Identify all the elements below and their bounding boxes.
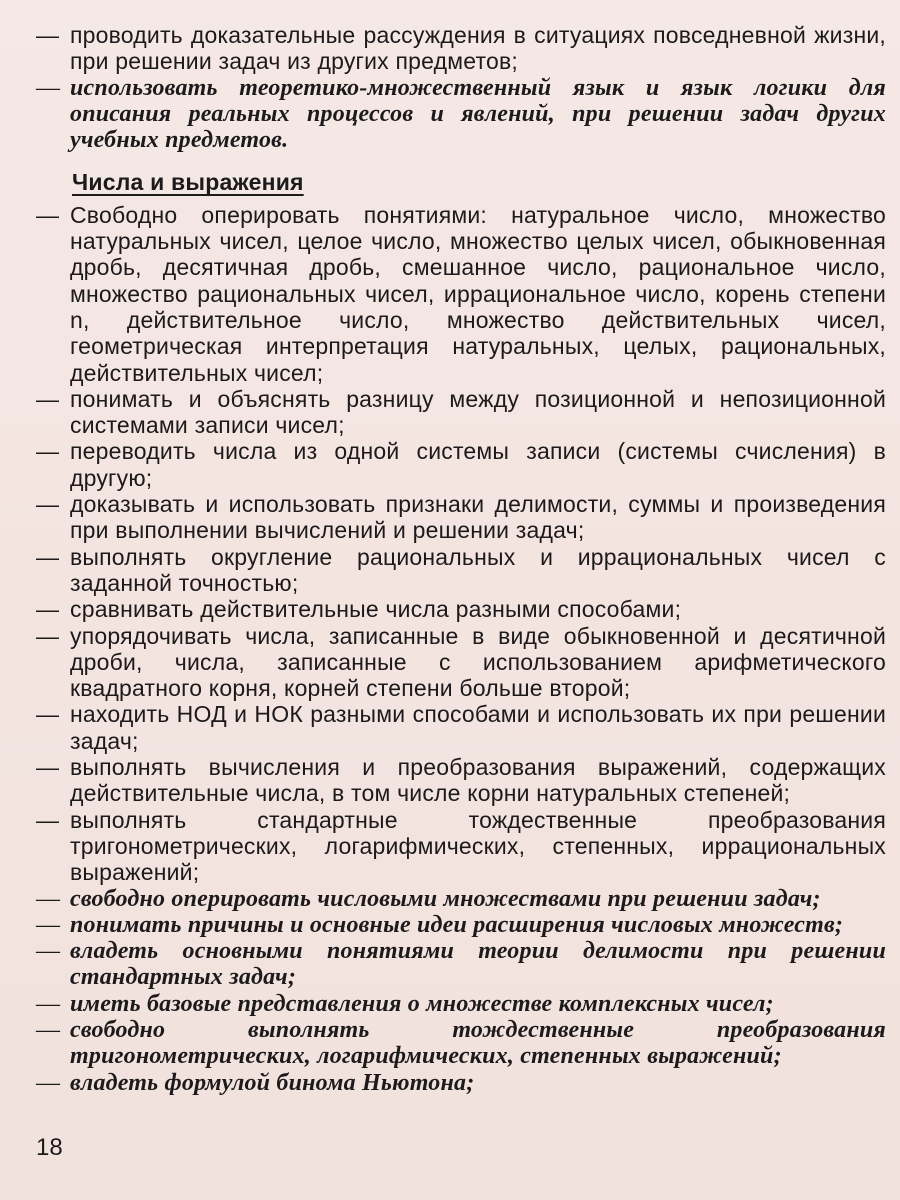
section-list xyxy=(36,202,886,1096)
list-item: — доказывать и использовать признаки делимости, суммы и произведения при выполнении вычислений и решении задач; xyxy=(36,491,886,544)
list-item: — выполнять вычисления и преобразования выражений, содержащих действительные числа, в том числе корни натуральных степеней; xyxy=(36,754,886,807)
list-item: — находить НОД и НОК разными способами и использовать их при решении задач; xyxy=(36,701,886,754)
list-item: — сравнивать действительные числа разными способами; xyxy=(36,596,886,622)
list-item: — свободно выполнять тождественные преобразования тригонометрических, логарифмических, степенных выражений; xyxy=(36,1017,886,1070)
intro-list xyxy=(36,22,886,153)
list-item: — проводить доказательные рассуждения в ситуациях повседневной жизни, при решении задач из других предметов; xyxy=(36,22,886,75)
list-item: — использовать теоретико-множественный язык и язык логики для описания реальных процессов и явлений, при решении задач других учебных предметов. xyxy=(36,75,886,154)
list-item: — понимать и объяснять разницу между позиционной и непозиционной системами записи чисел; xyxy=(36,386,886,439)
list-item: — понимать причины и основные идеи расширения числовых множеств; xyxy=(36,912,886,938)
list-item: — переводить числа из одной системы записи (системы счисления) в другую; xyxy=(36,438,886,491)
list-item: — свободно оперировать числовыми множествами при решении задач; xyxy=(36,886,886,912)
section-heading: Числа и выражения xyxy=(72,169,304,196)
list-item: — упорядочивать числа, записанные в виде обыкновенной и десятичной дроби, числа, записанные с использованием арифметического квадратного корня, корней степени больше второй; xyxy=(36,623,886,702)
list-item: — Свободно оперировать понятиями: натуральное число, множество натуральных чисел, целое число, множество целых чисел, обыкновенная дробь, десятичная дробь, смешанное число, рациональное число, множество рациональных чисел, иррациональное число, корень степени n, действительное число, множество действительных чисел, геометрическая интерпретация натуральных, целых, рациональных, действительных чисел; xyxy=(36,202,886,386)
list-item: — владеть основными понятиями теории делимости при решении стандартных задач; xyxy=(36,938,886,991)
page-content xyxy=(36,22,886,1096)
list-item: — выполнять стандартные тождественные преобразования тригонометрических, логарифмических, степенных, иррациональных выражений; xyxy=(36,807,886,886)
page-number: 18 xyxy=(36,1134,63,1161)
list-item: — иметь базовые представления о множестве комплексных чисел; xyxy=(36,991,886,1017)
list-item: — владеть формулой бинома Ньютона; xyxy=(36,1070,886,1096)
list-item: — выполнять округление рациональных и иррациональных чисел с заданной точностью; xyxy=(36,544,886,597)
